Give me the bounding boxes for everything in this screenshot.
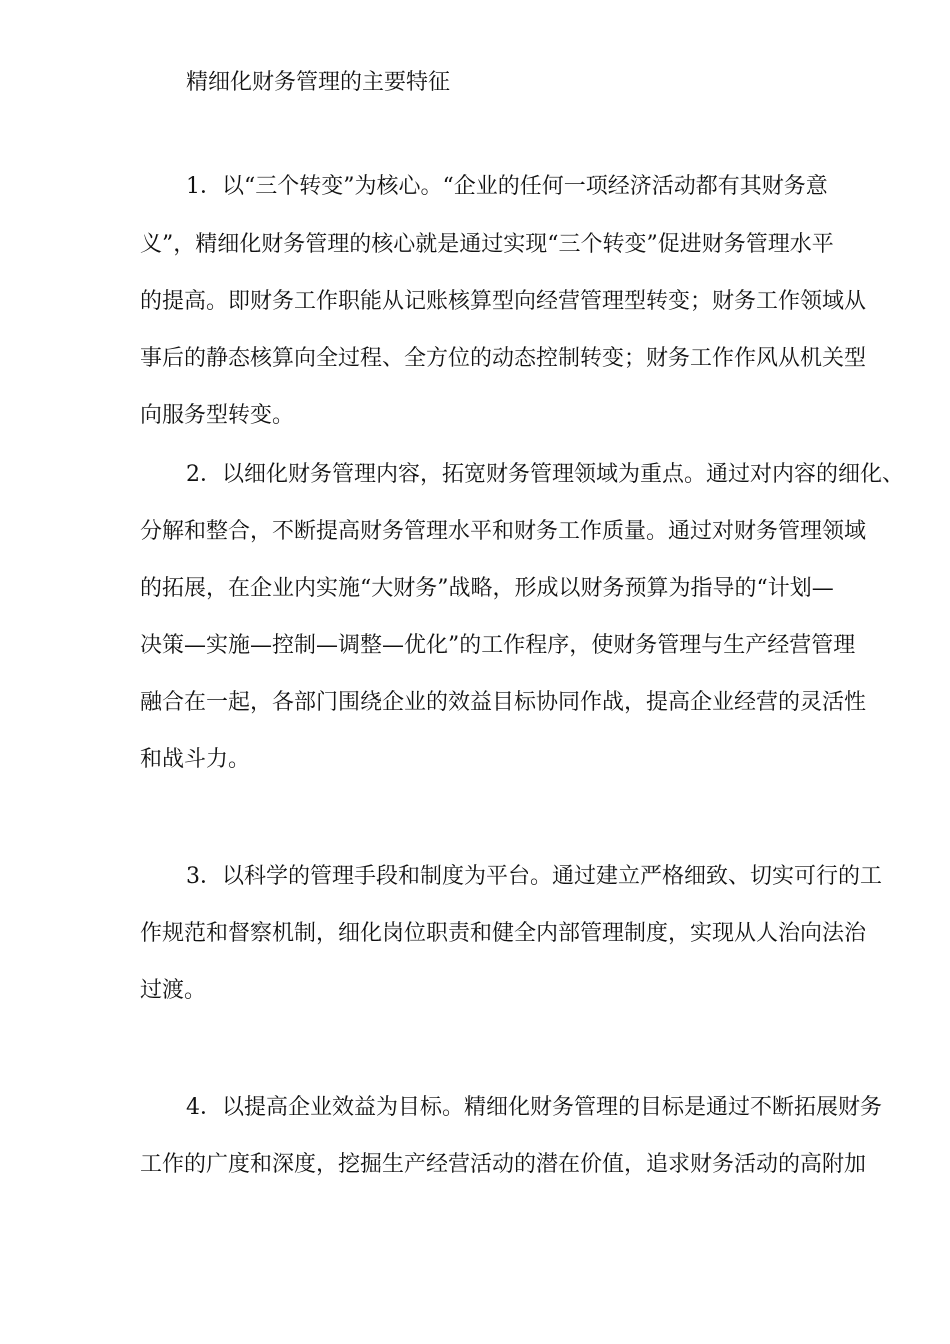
paragraph-2-line-6: 和战斗力。 bbox=[140, 747, 251, 772]
paragraph-4-line-1: 4．以提高企业效益为目标。精细化财务管理的目标是通过不断拓展财务 bbox=[186, 1095, 882, 1120]
paragraph-4-line-2: 工作的广度和深度，挖掘生产经营活动的潜在价值，追求财务活动的高附加 bbox=[140, 1152, 867, 1177]
paragraph-2-line-2: 分解和整合，不断提高财务管理水平和财务工作质量。通过对财务管理领域 bbox=[140, 519, 867, 544]
paragraph-3-line-2: 作规范和督察机制，细化岗位职责和健全内部管理制度，实现从人治向法治 bbox=[140, 921, 867, 946]
paragraph-1-line-3: 的提高。即财务工作职能从记账核算型向经营管理型转变；财务工作领域从 bbox=[140, 289, 867, 314]
paragraph-1-line-4: 事后的静态核算向全过程、全方位的动态控制转变；财务工作作风从机关型 bbox=[140, 346, 867, 371]
paragraph-1-line-5: 向服务型转变。 bbox=[140, 403, 295, 428]
paragraph-2-line-5: 融合在一起，各部门围绕企业的效益目标协同作战，提高企业经营的灵活性 bbox=[140, 690, 867, 715]
paragraph-2-line-4: 决策—实施—控制—调整—优化”的工作程序，使财务管理与生产经营管理 bbox=[140, 633, 856, 658]
document-title: 精细化财务管理的主要特征 bbox=[186, 70, 451, 95]
paragraph-3-line-1: 3．以科学的管理手段和制度为平台。通过建立严格细致、切实可行的工 bbox=[186, 864, 882, 889]
paragraph-2-line-1: 2．以细化财务管理内容，拓宽财务管理领域为重点。通过对内容的细化、 bbox=[186, 462, 904, 487]
paragraph-1-line-1: 1．以“三个转变”为核心。“企业的任何一项经济活动都有其财务意 bbox=[186, 174, 828, 199]
paragraph-2-line-3: 的拓展，在企业内实施“大财务”战略，形成以财务预算为指导的“计划— bbox=[140, 576, 834, 601]
paragraph-3-line-3: 过渡。 bbox=[140, 978, 207, 1003]
paragraph-1-line-2: 义”，精细化财务管理的核心就是通过实现“三个转变”促进财务管理水平 bbox=[140, 232, 834, 257]
